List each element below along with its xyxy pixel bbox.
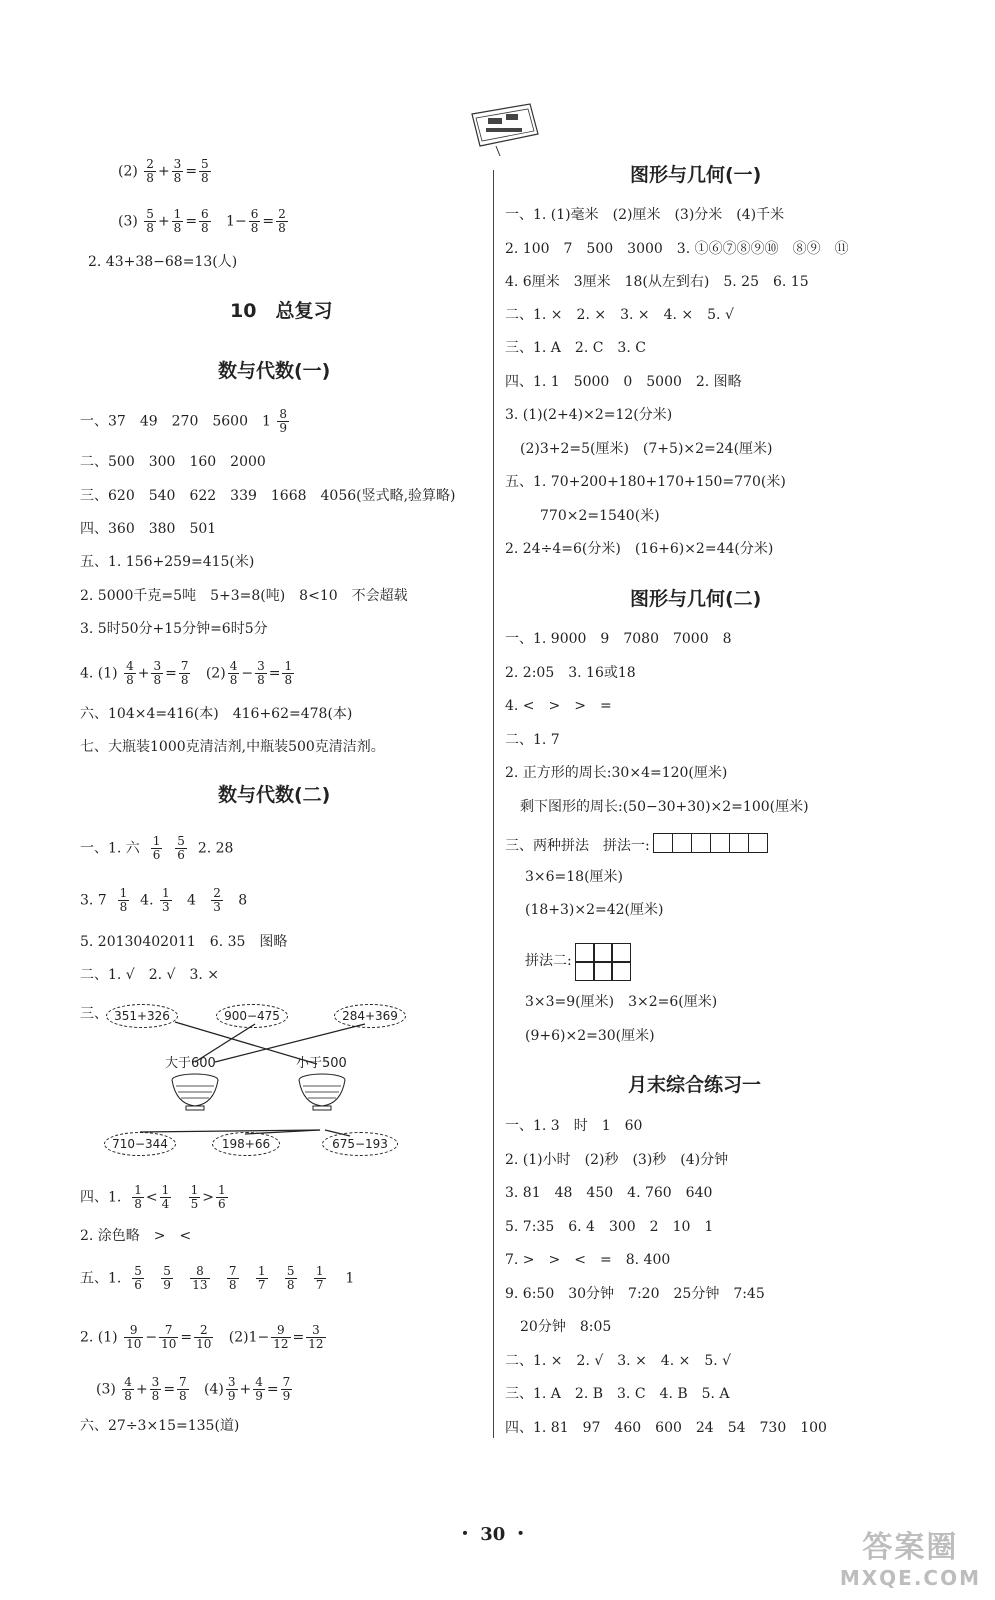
s1-line-6: 2. 5000千克=5吨 5+3=8(吨) 8<10 不会超载 <box>80 588 408 604</box>
fraction: $\frac{9}{10}$ <box>126 1323 142 1351</box>
fraction: $\frac{1}{3}$ <box>161 886 170 914</box>
fraction: $\frac{5}{8}$ <box>201 157 209 185</box>
fraction: $\frac{8}{13}$ <box>192 1264 208 1292</box>
bowl-icon <box>297 1072 347 1112</box>
fraction: $\frac{5}{6}$ <box>134 1264 142 1292</box>
s4-line: 二、1. 7 <box>505 732 560 748</box>
s4-line-arrangement-2: 拼法二: <box>525 943 630 979</box>
s4-line: (9+6)×2=30(厘米) <box>525 1028 655 1044</box>
section-title-5: 月末综合练习一 <box>628 1074 762 1096</box>
s4-line-arrangement-1: 三、两种拼法 拼法一: <box>505 833 768 859</box>
fraction: $\frac{5}{6}$ <box>177 834 185 862</box>
fraction: $\frac{1}{6}$ <box>152 834 161 862</box>
fraction: $\frac{3}{8}$ <box>257 659 265 687</box>
s4-line: 剩下图形的周长:(50−30+30)×2=100(厘米) <box>520 799 809 815</box>
s3-line: 2. 24÷4=6(分米) (16+6)×2=44(分米) <box>505 541 774 557</box>
fraction: $\frac{4}{8}$ <box>126 659 134 687</box>
section-title-4: 图形与几何(二) <box>630 588 762 610</box>
fraction: $\frac{5}{8}$ <box>146 207 154 235</box>
fraction: $\frac{3}{8}$ <box>173 157 182 185</box>
s5-line: 二、1. × 2. √ 3. × 4. × 5. √ <box>505 1353 732 1369</box>
fraction: $\frac{5}{9}$ <box>163 1264 171 1292</box>
bowl-label: 大于600 <box>165 1056 216 1071</box>
s5-line: 一、1. 3 时 1 60 <box>505 1118 643 1134</box>
fraction: $\frac{3}{8}$ <box>153 659 162 687</box>
s1-line-7: 3. 5时50分+15分钟=6时5分 <box>80 621 268 637</box>
s2-line-10: (3) $\frac{4}{8}$ + $\frac{3}{8}$ = $\frac{7}{8}$ (4) $\frac{3}{9}$ + $\frac{4}{9}$ = $\frac{7}{9}$ <box>96 1375 291 1403</box>
fraction: $\frac{1}{7}$ <box>315 1264 324 1292</box>
s4-line: 2. 正方形的周长:30×4=120(厘米) <box>505 765 728 781</box>
fraction: $\frac{9}{12}$ <box>273 1323 289 1351</box>
chapter-title: 10 总复习 <box>230 300 333 322</box>
square-strip-1x6 <box>654 833 768 859</box>
s4-line: 2. 2:05 3. 16或18 <box>505 665 636 681</box>
s3-line: 2. 100 7 500 3000 3. ①⑥⑦⑧⑨⑩ ⑧⑨ ⑪ <box>505 241 849 257</box>
s1-line-9: 六、104×4=416(本) 416+62=478(本) <box>80 706 353 722</box>
s2-line-6: 四、1. $\frac{1}{8}$ < $\frac{1}{4}$ $\frac{1}{5}$ > $\frac{1}{6}$ <box>80 1183 226 1211</box>
s1-line-10: 七、大瓶装1000克清洁剂,中瓶装500克清洁剂。 <box>80 739 385 755</box>
s5-line: 3. 81 48 450 4. 760 640 <box>505 1185 713 1201</box>
s2-line-9: 2. (1) $\frac{9}{10}$ − $\frac{7}{10}$ = $\frac{2}{10}$ (2)1− $\frac{9}{12}$ = $\frac{3}{12}$ <box>80 1323 324 1351</box>
expression-oval: 675−193 <box>322 1132 398 1156</box>
left-line-2: (3) $\frac{5}{8}$ + $\frac{1}{8}$ = $\frac{6}{8}$ 1− $\frac{6}{8}$ = $\frac{2}{8}$ <box>118 207 286 235</box>
left-line-1: (2) $\frac{2}{8}$ + $\frac{3}{8}$ = $\frac{5}{8}$ <box>118 157 209 185</box>
bowl-label: 小于500 <box>296 1056 347 1071</box>
column-divider <box>493 170 494 1438</box>
left-line-3: 2. 43+38−68=13(人) <box>88 254 238 270</box>
expression-oval: 198+66 <box>212 1132 280 1156</box>
fraction: $\frac{1}{8}$ <box>119 886 128 914</box>
fraction: $\frac{4}{9}$ <box>255 1375 263 1403</box>
fraction: $\frac{7}{8}$ <box>179 1375 187 1403</box>
page-number: ・ 30 ・ <box>456 1524 530 1545</box>
fraction: $\frac{8}{9}$ <box>279 407 287 435</box>
fraction: $\frac{6}{8}$ <box>250 207 259 235</box>
fraction: $\frac{3}{9}$ <box>227 1375 236 1403</box>
watermark-logo: 答案圈 MXQE.COM <box>839 1530 981 1590</box>
fraction: $\frac{7}{10}$ <box>161 1323 177 1351</box>
fraction: $\frac{1}{7}$ <box>257 1264 266 1292</box>
expression-oval: 900−475 <box>216 1004 288 1028</box>
s3-line: 770×2=1540(米) <box>540 508 660 524</box>
s3-line: 三、1. A 2. C 3. C <box>505 340 646 356</box>
fraction: $\frac{4}{8}$ <box>229 659 238 687</box>
expression-oval: 351+326 <box>106 1004 178 1028</box>
s4-line: 3×6=18(厘米) <box>525 869 624 885</box>
s3-line: 五、1. 70+200+180+170+150=770(米) <box>505 474 786 490</box>
fraction: $\frac{6}{8}$ <box>201 207 209 235</box>
s1-line-8: 4. (1) $\frac{4}{8}$ + $\frac{3}{8}$ = $\frac{7}{8}$ (2) $\frac{4}{8}$ − $\frac{3}{8}$ = $\frac{1}{8}$ <box>80 659 293 687</box>
s1-line-2: 二、500 300 160 2000 <box>80 454 266 470</box>
s5-line: 2. (1)小时 (2)秒 (3)秒 (4)分钟 <box>505 1152 729 1168</box>
s2-line-2: 3. 7 $\frac{1}{8}$ 4. $\frac{1}{3}$ 4 $\frac{2}{3}$ 8 <box>80 886 248 914</box>
fraction: $\frac{1}{8}$ <box>284 659 293 687</box>
fraction: $\frac{5}{8}$ <box>286 1264 295 1292</box>
s3-line: 3. (1)(2+4)×2=12(分米) <box>505 407 673 423</box>
s2-line-5: 三、 <box>80 1006 108 1022</box>
section-title-1: 数与代数(一) <box>218 360 331 382</box>
s4-line: (18+3)×2=42(厘米) <box>525 902 664 918</box>
square-grid-2x3 <box>576 943 630 979</box>
expression-oval: 284+369 <box>334 1004 406 1028</box>
s2-line-3: 5. 20130402011 6. 35 图略 <box>80 934 288 950</box>
section-title-2: 数与代数(二) <box>218 784 331 806</box>
s2-line-8: 五、1. $\frac{5}{6}$ $\frac{5}{9}$ $\frac{8}{13}$ $\frac{7}{8}$ $\frac{1}{7}$ $\frac{5}{8}$ $\frac{1}{7}$ 1 <box>80 1264 355 1292</box>
fraction: $\frac{2}{8}$ <box>278 207 286 235</box>
s1-line-1: 一、37 49 270 5600 1 $\frac{8}{9}$ <box>80 407 287 435</box>
fraction: $\frac{7}{9}$ <box>282 1375 291 1403</box>
s1-line-4: 四、360 380 501 <box>80 521 217 537</box>
section-title-3: 图形与几何(一) <box>630 164 762 186</box>
s2-line-4: 二、1. √ 2. √ 3. × <box>80 967 219 983</box>
expression-oval: 710−344 <box>104 1132 176 1156</box>
fraction: $\frac{1}{6}$ <box>218 1183 226 1211</box>
s2-line-1: 一、1. 六 $\frac{1}{6}$ $\frac{5}{6}$ 2. 28 <box>80 834 234 862</box>
fraction: $\frac{1}{8}$ <box>134 1183 142 1211</box>
fraction: $\frac{3}{12}$ <box>308 1323 324 1351</box>
s5-line: 5. 7:35 6. 4 300 2 10 1 <box>505 1219 714 1235</box>
s2-line-11: 六、27÷3×15=135(道) <box>80 1418 240 1434</box>
stamp-graphic <box>466 100 544 156</box>
s1-line-3: 三、620 540 622 339 1668 4056(竖式略,验算略) <box>80 488 456 504</box>
fraction: $\frac{1}{4}$ <box>161 1183 170 1211</box>
bowl-icon <box>170 1072 220 1112</box>
fraction: $\frac{2}{3}$ <box>213 886 221 914</box>
s5-line: 20分钟 8:05 <box>520 1319 612 1335</box>
s5-line: 9. 6:50 30分钟 7:20 25分钟 7:45 <box>505 1286 765 1302</box>
s5-line: 7. > > < = 8. 400 <box>505 1252 671 1268</box>
fraction: $\frac{7}{8}$ <box>180 659 189 687</box>
s3-line: 四、1. 1 5000 0 5000 2. 图略 <box>505 374 742 390</box>
fraction: $\frac{1}{5}$ <box>190 1183 199 1211</box>
fraction: $\frac{7}{8}$ <box>228 1264 237 1292</box>
fraction: $\frac{2}{8}$ <box>146 157 154 185</box>
s4-line: 一、1. 9000 9 7080 7000 8 <box>505 631 732 647</box>
fraction: $\frac{3}{8}$ <box>151 1375 160 1403</box>
s3-line: 一、1. (1)毫米 (2)厘米 (3)分米 (4)千米 <box>505 207 785 223</box>
fraction: $\frac{1}{8}$ <box>173 207 182 235</box>
fraction: $\frac{2}{10}$ <box>196 1323 212 1351</box>
s3-line: 二、1. × 2. × 3. × 4. × 5. √ <box>505 307 734 323</box>
s4-line: 4. < > > = <box>505 698 612 714</box>
s5-line: 三、1. A 2. B 3. C 4. B 5. A <box>505 1386 730 1402</box>
s1-line-5: 五、1. 156+259=415(米) <box>80 554 255 570</box>
s3-line: 4. 6厘米 3厘米 18(从左到右) 5. 25 6. 15 <box>505 274 809 290</box>
fraction: $\frac{4}{8}$ <box>124 1375 132 1403</box>
s3-line: (2)3+2=5(厘米) (7+5)×2=24(厘米) <box>520 441 773 457</box>
s5-line: 四、1. 81 97 460 600 24 54 730 100 <box>505 1420 827 1436</box>
s4-line: 3×3=9(厘米) 3×2=6(厘米) <box>525 994 718 1010</box>
s2-line-7: 2. 涂色略 > < <box>80 1228 192 1244</box>
